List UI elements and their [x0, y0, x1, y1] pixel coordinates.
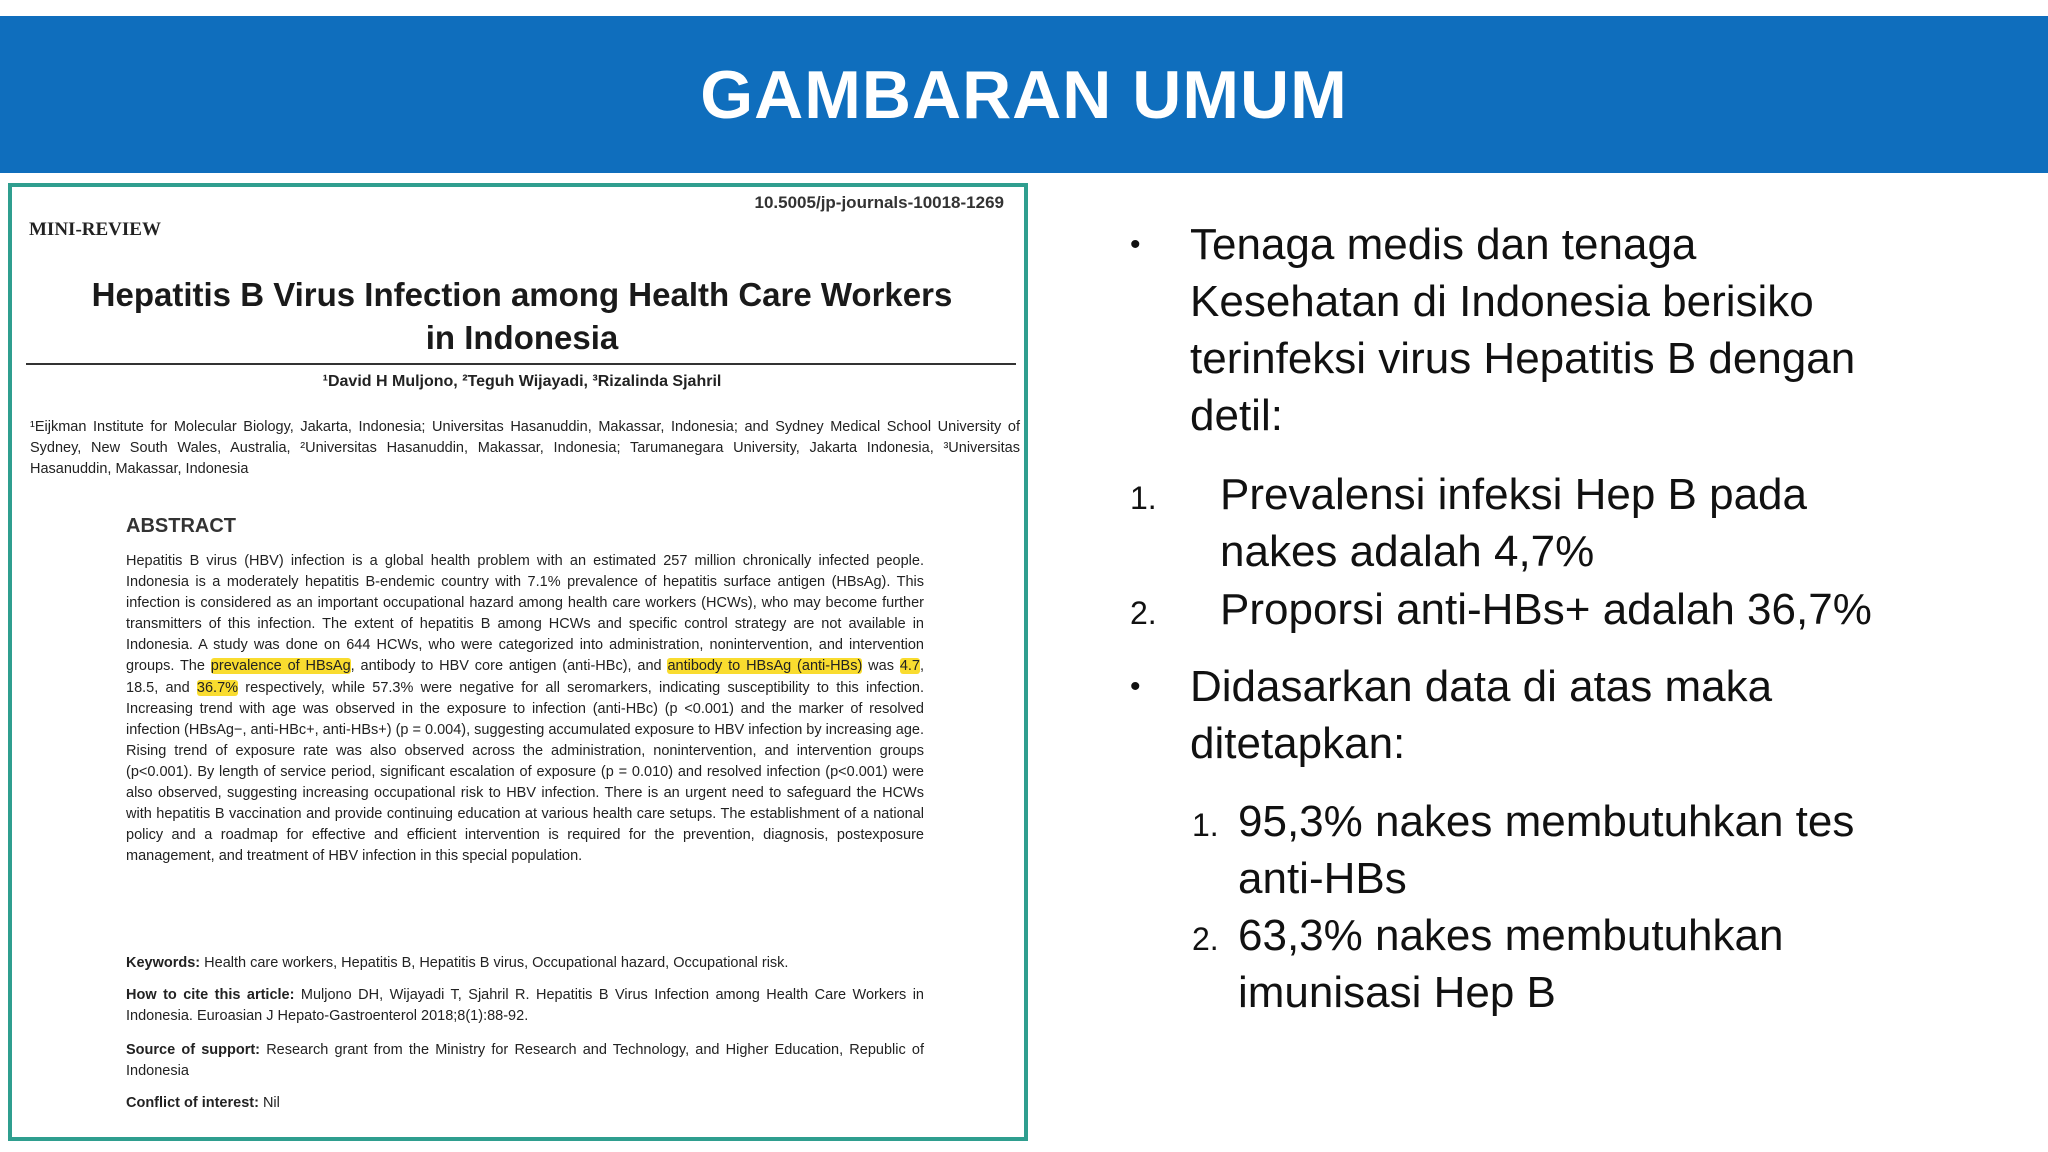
- bullet-1-line-2: Kesehatan di Indonesia berisiko: [1190, 277, 1814, 326]
- support-label: Source of support:: [126, 1042, 261, 1058]
- conflict-label: Conflict of interest:: [126, 1095, 259, 1111]
- bullet-1-line-3: terinfeksi virus Hepatitis B dengan: [1190, 334, 1856, 383]
- bullet-marker: •: [1130, 670, 1141, 703]
- list-1-item-1-text: [1220, 466, 1807, 580]
- keywords-label: Keywords:: [126, 955, 201, 971]
- bullet-2-line-1: Didasarkan data di atas maka: [1190, 662, 1773, 711]
- highlight-4-7: 4.7: [899, 658, 920, 675]
- abstract-text-2: , antibody to HBV core antigen (anti-HBc), and: [350, 658, 662, 675]
- slide-title: GAMBARAN UMUM: [700, 56, 1348, 133]
- list-2-item-1-text: [1238, 793, 1854, 907]
- list-2-item-2-text: [1238, 907, 1783, 1021]
- list-2-item-2-line-2: imunisasi Hep B: [1238, 968, 1556, 1017]
- keywords-text: Health care workers, Hepatitis B, Hepatitis B virus, Occupational hazard, Occupational risk.: [204, 955, 789, 971]
- paper-affiliations: ¹Eijkman Institute for Molecular Biology, Jakarta, Indonesia; Universitas Hasanuddin, Makassar, Indonesia; and Sydney Medical School University of Sydney, New South Wales, Australia, ²Universitas Hasanuddin, Makassar, Indonesia; Tarumanegara University, Jakarta Indonesia, ³Universitas Hasanuddin, Makassar, Indonesia: [30, 419, 1020, 477]
- paper-doi: 10.5005/jp-journals-10018-1269: [754, 193, 1004, 212]
- list-2-item-1-line-2: anti-HBs: [1238, 854, 1407, 903]
- paper-section-label: MINI-REVIEW: [29, 219, 161, 240]
- highlight-antibody: antibody to HBsAg (anti-HBs): [667, 658, 863, 675]
- abstract-text-5: respectively, while 57.3% were negative for all seromarkers, indicating susceptibility to this infection. Increasing trend with age was observed in the exposure to infection (anti-HBc) (p <0.001) and the marker of resolved infection (HBsAg−, anti-HBc+, anti-HBs+) (p = 0.004), suggesting accumulated exposure to HBV infection by increasing age. Rising trend of exposure rate was also observed across the administration, nonintervention, and intervention groups (p<0.001). By length of service period, significant escalation of exposure (p = 0.010) and resolved infection (p<0.001) were also observed, suggesting increasing occupational risk to HBV infection. There is an urgent need to safeguard the HCWs with hepatitis B vaccination and provide continuing education at various health care setups. The establishment of a national policy and a roadmap for effective and efficient intervention is required for the prevention, diagnosis, postexposure management, and treatment of HBV infection in this special population.: [126, 679, 925, 865]
- bullet-marker: •: [1130, 228, 1141, 261]
- source-of-support: [126, 1040, 924, 1082]
- header-bar: [0, 16, 2048, 173]
- citation-text: Muljono DH, Wijayadi T, Sjahril R. Hepatitis B Virus Infection among Health Care Workers in Indonesia. Euroasian J Hepato-Gastroenterol 2018;8(1):88-92.: [126, 987, 924, 1024]
- citation: [126, 985, 924, 1027]
- bullet-1-line-4: detil:: [1190, 391, 1283, 440]
- paper-title: [22, 273, 1022, 359]
- list-2-item-1-line-1: 95,3% nakes membutuhkan tes: [1238, 797, 1855, 846]
- list-1-item-2-line-1: Proporsi anti-HBs+ adalah 36,7%: [1220, 585, 1872, 634]
- abstract-text-3: was: [868, 658, 894, 675]
- keywords: [126, 953, 924, 974]
- abstract-text-4: , 18.5, and: [126, 658, 925, 696]
- list-1-item-1-line-2: nakes adalah 4,7%: [1220, 527, 1595, 576]
- support-text: Research grant from the Ministry for Research and Technology, and Higher Education, Republic of Indonesia: [126, 1042, 924, 1079]
- bullet-2-line-2: ditetapkan:: [1190, 719, 1406, 768]
- list-1-item-2-text: [1220, 581, 1872, 638]
- list-number: 2.: [1192, 921, 1219, 957]
- highlight-36-7: 36.7%: [196, 679, 239, 696]
- list-1-item-1-line-1: Prevalensi infeksi Hep B pada: [1220, 470, 1807, 519]
- paper-screenshot: [8, 183, 1028, 1141]
- list-number: 1.: [1130, 480, 1157, 516]
- title-divider: [26, 363, 1016, 365]
- abstract-body: [126, 551, 924, 867]
- highlight-prevalence: prevalence of HBsAg: [210, 658, 351, 675]
- list-2-item-2-line-1: 63,3% nakes membutuhkan: [1238, 911, 1784, 960]
- bullet-1-text: [1190, 216, 1855, 444]
- abstract-heading: ABSTRACT: [126, 515, 236, 537]
- list-number: 1.: [1192, 807, 1219, 843]
- abstract-text-1: Hepatitis B virus (HBV) infection is a global health problem with an estimated 257 million chronically infected people. Indonesia is a moderately hepatitis B-endemic country with 7.1% prevalence of hepatitis surface antigen (HBsAg). This infection is considered as an important occupational hazard among health care workers (HCWs), who may become further transmitters of this infection. The extent of hepatitis B among HCWs and specific control strategy are not available in Indonesia. A study was done on 644 HCWs, who were categorized into administration, nonintervention, and intervention groups. The: [126, 553, 924, 675]
- conflict-of-interest: [126, 1093, 924, 1114]
- citation-label: How to cite this article:: [126, 987, 295, 1003]
- conflict-text: Nil: [262, 1095, 280, 1111]
- bullet-2-text: [1190, 658, 1772, 772]
- paper-title-line-2: in Indonesia: [425, 319, 619, 356]
- paper-authors: ¹David H Muljono, ²Teguh Wijayadi, ³Rizalinda Sjahril: [322, 373, 722, 390]
- list-number: 2.: [1130, 595, 1157, 631]
- top-strip: [0, 0, 2048, 16]
- paper-title-line-1: Hepatitis B Virus Infection among Health Care Workers: [91, 276, 953, 313]
- bullet-1-line-1: Tenaga medis dan tenaga: [1190, 220, 1697, 269]
